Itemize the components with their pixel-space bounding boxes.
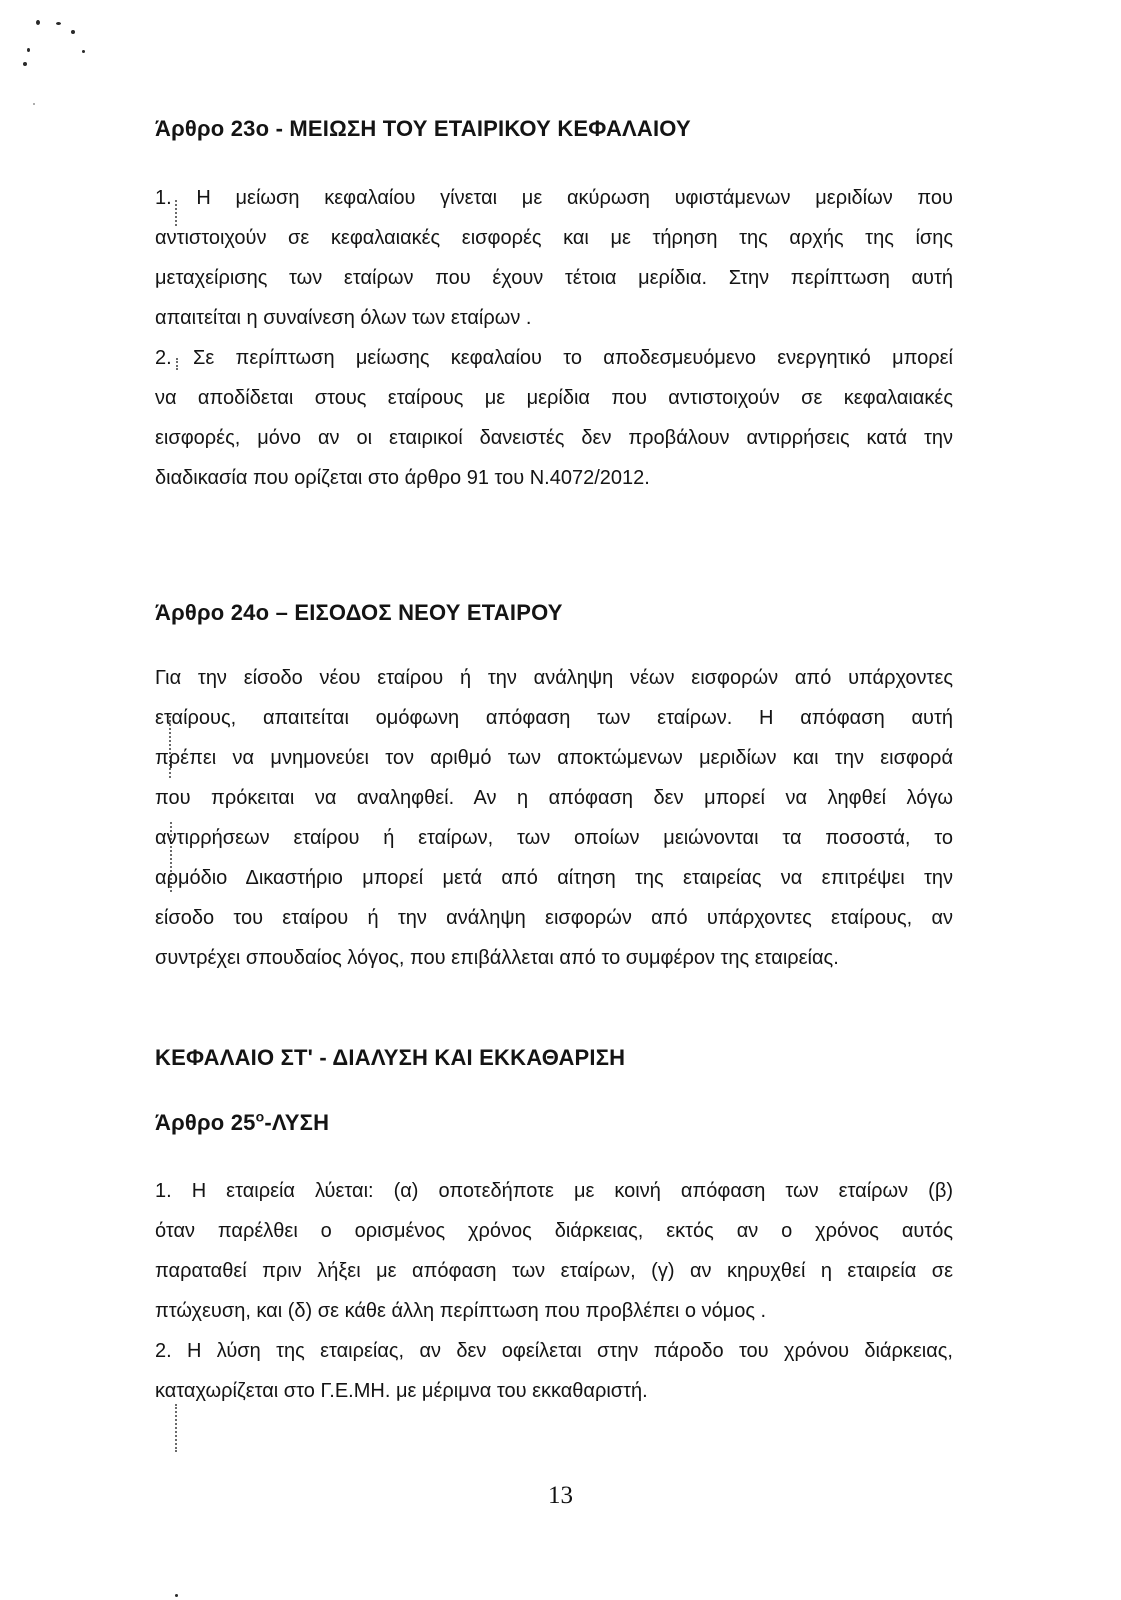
page-number: 13: [548, 1482, 573, 1509]
text-line: 1. Η εταιρεία λύεται: (α) οποτεδήποτε με κοινή απόφαση των εταίρων (β): [155, 1180, 953, 1202]
text-line: 1. Η μείωση κεφαλαίου γίνεται με ακύρωση υφιστάμενων μεριδίων που: [155, 187, 953, 209]
text-line: διαδικασία που ορίζεται στο άρθρο 91 του Ν.4072/2012.: [155, 467, 650, 489]
chapter-st-article-25-body: [155, 1171, 953, 1411]
text-line: πτώχευση, και (δ) σε κάθε άλλη περίπτωση που προβλέπει ο νόμος .: [155, 1300, 767, 1322]
text-line: να αποδίδεται στους εταίρους με μερίδια που αντιστοιχούν σε κεφαλαιακές: [155, 387, 953, 409]
heading-prefix: Άρθρο 25: [155, 1110, 256, 1135]
text-line: 2. Η λύση της εταιρείας, αν δεν οφείλεται στην πάροδο του χρόνου διάρκειας,: [155, 1340, 953, 1362]
heading-suffix: -ΛΥΣΗ: [264, 1110, 330, 1135]
text-line: εταίρους, απαιτείται ομόφωνη απόφαση των εταίρων. Η απόφαση αυτή: [155, 707, 953, 729]
text-line: απαιτείται η συναίνεση όλων των εταίρων .: [155, 307, 532, 329]
text-line: Για την είσοδο νέου εταίρου ή την ανάληψη νέων εισφορών από υπάρχοντες: [155, 667, 953, 689]
article-24-body: [155, 658, 953, 978]
chapter-st-article-25-heading-1: [155, 1110, 953, 1136]
text-line: εισφορές, μόνο αν οι εταιρικοί δανειστές δεν προβάλουν αντιρρήσεις κατά την: [155, 427, 953, 449]
text-line: παραταθεί πριν λήξει με απόφαση των εταίρων, (γ) αν κηρυχθεί η εταιρεία σε: [155, 1260, 953, 1282]
text-line: πρέπει να μνημονεύει τον αριθμό των αποκτώμενων μεριδίων και την εισφορά: [155, 747, 953, 769]
scan-speckle: [56, 22, 61, 25]
article-23-section: [155, 116, 953, 498]
article-24-section: [155, 600, 953, 978]
chapter-st-article-25-section: [155, 1045, 953, 1411]
scan-speckle: [23, 62, 27, 66]
article-23-body: [155, 178, 953, 498]
text-line: συντρέχει σπουδαίος λόγος, που επιβάλλεται από το συμφέρον της εταιρείας.: [155, 947, 839, 969]
scan-speckle: [71, 30, 75, 34]
text-line: καταχωρίζεται στο Γ.Ε.ΜΗ. με μέριμνα του εκκαθαριστή.: [155, 1380, 648, 1402]
article-23-heading-0: Άρθρο 23ο - ΜΕΙΩΣΗ ΤΟΥ ΕΤΑΙΡΙΚΟΥ ΚΕΦΑΛΑΙΟΥ: [155, 116, 691, 141]
document-content: [155, 0, 953, 1600]
text-line: αρμόδιο Δικαστήριο μπορεί μετά από αίτηση της εταιρείας να επιτρέψει την: [155, 867, 953, 889]
scan-speckle: [33, 103, 35, 105]
heading-superscript: ο: [255, 1108, 265, 1125]
article-24-heading-0: Άρθρο 24ο – ΕΙΣΟΔΟΣ ΝΕΟΥ ΕΤΑΙΡΟΥ: [155, 600, 563, 625]
scan-speckle: [82, 50, 85, 53]
text-line: είσοδο του εταίρου ή την ανάληψη εισφορών από υπάρχοντες εταίρους, αν: [155, 907, 953, 929]
text-line: όταν παρέλθει ο ορισμένος χρόνος διάρκειας, εκτός αν ο χρόνος αυτός: [155, 1220, 953, 1242]
text-line: που πρόκειται να αναληφθεί. Αν η απόφαση δεν μπορεί να ληφθεί λόγω: [155, 787, 953, 809]
text-line: 2. Σε περίπτωση μείωσης κεφαλαίου το αποδεσμευόμενο ενεργητικό μπορεί: [155, 347, 953, 369]
text-line: αντιστοιχούν σε κεφαλαιακές εισφορές και με τήρηση της αρχής της ίσης: [155, 227, 953, 249]
text-line: αντιρρήσεων εταίρου ή εταίρων, των οποίων μειώνονται τα ποσοστά, το: [155, 827, 953, 849]
chapter-st-article-25-heading-0: ΚΕΦΑΛΑΙΟ ΣΤ' - ΔΙΑΛΥΣΗ ΚΑΙ ΕΚΚΑΘΑΡΙΣΗ: [155, 1045, 626, 1070]
text-line: μεταχείρισης των εταίρων που έχουν τέτοια μερίδια. Στην περίπτωση αυτή: [155, 267, 953, 289]
scan-speckle: [27, 48, 30, 52]
scan-speckle: [36, 20, 40, 25]
